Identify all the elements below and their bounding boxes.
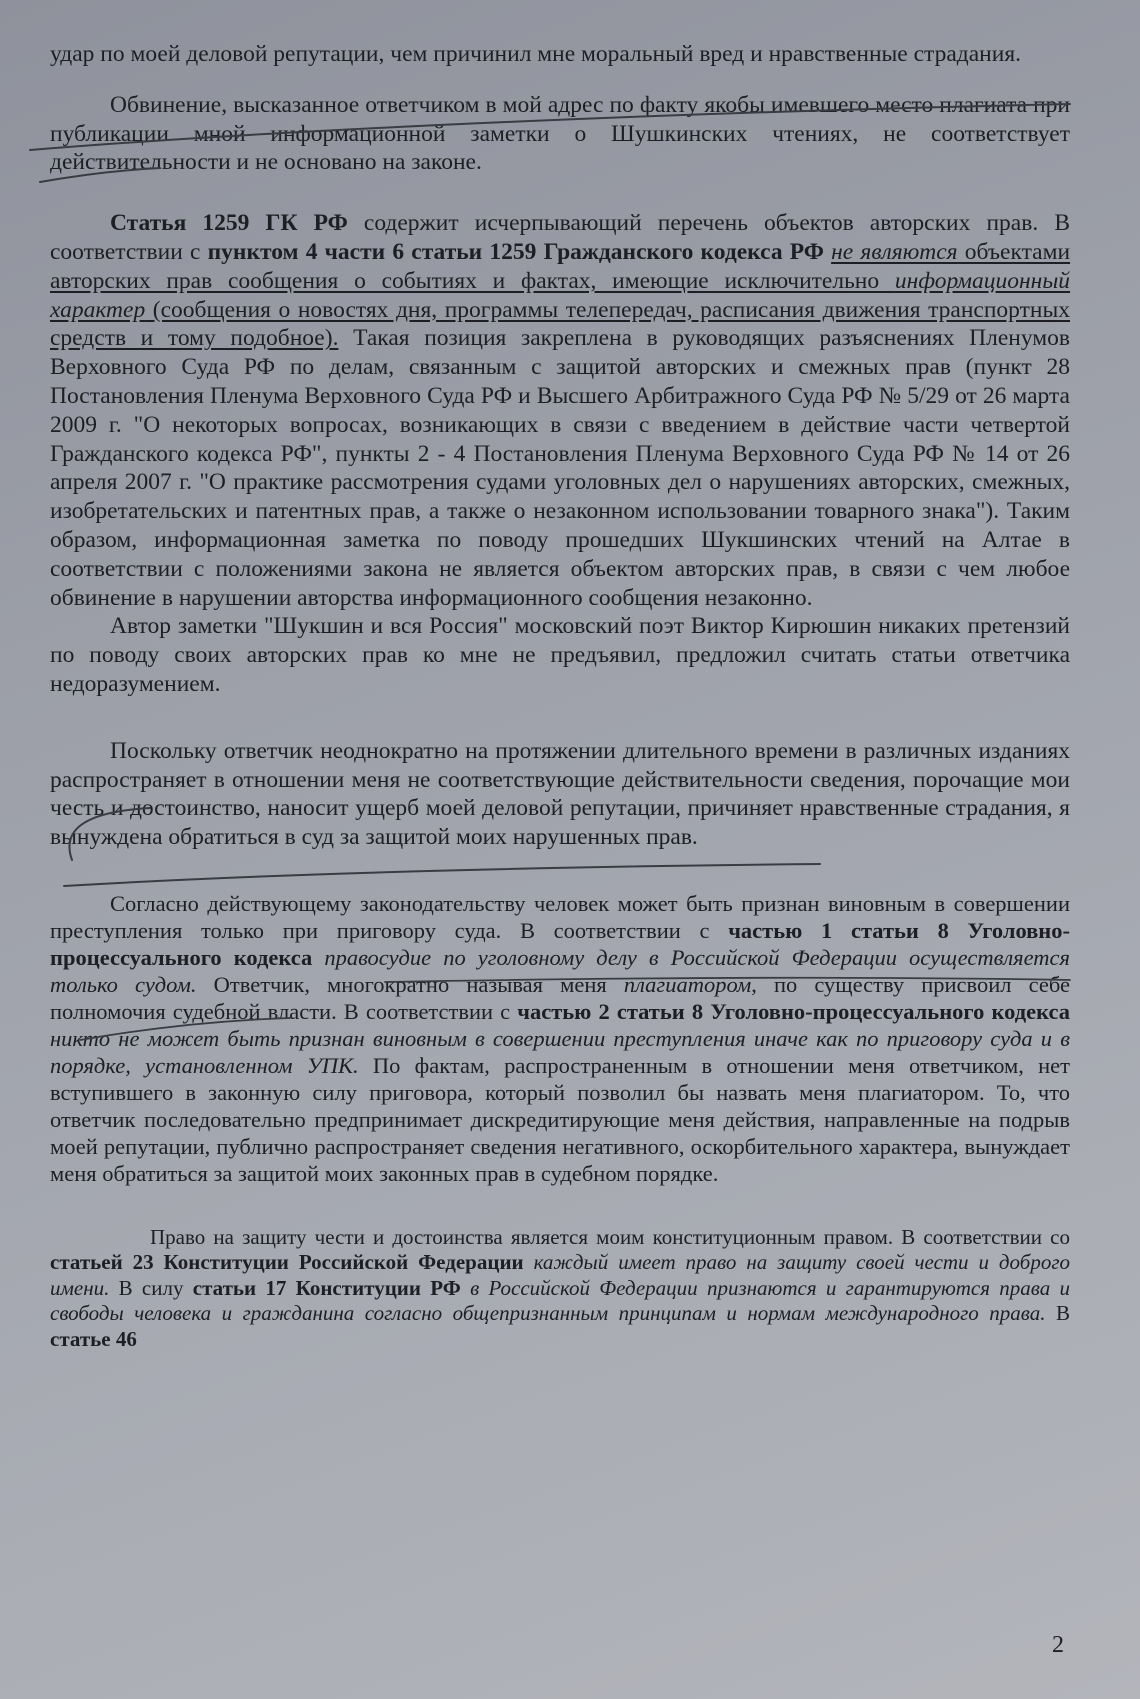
quote-text: никто не может быть признан виновным в совершении преступления иначе как по приговору суда и в порядке, установленном УПК. xyxy=(50,1025,1070,1078)
text-run xyxy=(524,1250,534,1274)
underlined-text: (сообщения о новостях дня, программы телепередач, расписания движения транспортных средств и тому подобное). xyxy=(50,296,1070,352)
quote-text: правосудие по уголовному делу в Российской Федерации осуществляется только судом. xyxy=(50,944,1070,997)
article-ref: частью 2 статьи 8 Уголовно-процессуального кодекса xyxy=(517,998,1070,1024)
article-ref: частью 1 статьи 8 Уголовно-процессуального кодекса xyxy=(50,917,1070,970)
quote-text: каждый имеет право на защиту своей чести и доброго имени. xyxy=(50,1250,1071,1300)
article-ref: Статья 1259 ГК РФ xyxy=(110,210,348,237)
quote-text: в Российской Федерации признаются и гарантируются права и свободы человека и гражданина согласно общепризнанным принципам и нормам международного права. xyxy=(50,1275,1071,1326)
article-ref: статье 46 xyxy=(50,1326,137,1351)
paragraph-criminal-code xyxy=(50,890,1070,1187)
text-run: В xyxy=(1045,1301,1070,1326)
article-ref: статьи 17 Конституции РФ xyxy=(192,1275,461,1300)
text-run: В силу xyxy=(109,1275,193,1300)
text-run: Ответчик, многократно называя меня xyxy=(196,971,624,997)
pen-underline-author xyxy=(64,864,820,886)
paragraph-author: Автор заметки "Шукшин и вся Россия" московский поэт Виктор Кирюшин никаких претензий по поводу своих авторских прав ко мне не предъявил, предложил считать статьи ответчика недоразумением. xyxy=(50,613,1070,697)
text-run: содержит исчерпывающий перечень объектов авторских прав. В соответствии с xyxy=(50,210,1070,265)
paragraph-defendant: Поскольку ответчик неоднократно на протяжении длительного времени в различных изданиях распространяет в отношении меня не соответствующие действительности сведения, порочащие мои честь и достоинство, наносит ущерб моей деловой репутации, причиняет нравственные страдания, я вынуждена обратиться в суд за защитой моих нарушенных прав. xyxy=(50,737,1070,851)
underlined-italic-text: не являются xyxy=(831,238,958,265)
text-run xyxy=(312,945,324,970)
paragraph-accusation: Обвинение, высказанное ответчиком в мой адрес по факту якобы имевшего место плагиата при публикации мной информационной заметки о Шушкинских чтениях, не соответствует действительности и не основано на законе. xyxy=(50,91,1070,176)
article-ref: статьей 23 Конституции Российской Федерации xyxy=(50,1250,524,1275)
article-ref: пунктом 4 части 6 статьи 1259 Гражданского кодекса РФ xyxy=(207,238,824,265)
underlined-text: объектами авторских прав сообщения о событиях и фактах, имеющие исключительно xyxy=(50,238,1071,294)
text-run: По фактам, распространенным в отношении меня ответчиком, нет вступившего в законную силу приговора, который позволил бы назвать меня плагиатором. То, что ответчик последовательно предпринимает дискредитирующие меня действия, направленные на подрыв моей репутации, публично распространяет сведения негативного, оскорбительного характера, вынуждает меня обратиться за защитой моих законных прав в судебном порядке. xyxy=(50,1052,1070,1186)
paragraph-damage: удар по моей деловой репутации, чем причинил мне моральный вред и нравственные страдания. xyxy=(50,41,1022,67)
text-run: , по существу присвоил себе полномочия судебной власти. В соответствии с xyxy=(50,971,1070,1024)
text-run: Согласно действующему законодательству человек может быть признан виновным в совершении преступления только при приговору суда. В соответствии с xyxy=(50,890,1070,943)
quote-text: плагиатором xyxy=(623,971,752,997)
paragraph-article-1259 xyxy=(50,209,1070,612)
paragraph-constitution xyxy=(50,1225,1070,1353)
underlined-italic-text: информационный характер xyxy=(50,267,1070,323)
text-run: Такая позиция закреплена в руководящих разъяснениях Пленумов Верховного Суда РФ по делам, связанным с защитой авторских и смежных прав (пункт 28 Постановления Пленума Верховного Суда РФ и Высшего Арбитражного Суда РФ № 5/29 от 26 марта 2009 г. "О некоторых вопросах, возникающих в связи с введением в действие части четвертой Гражданского кодекса РФ", пункты 2 - 4 Постановления Пленума Верховного Суда РФ № 14 от 26 апреля 2007 г. "О практике рассмотрения судами уголовных дел о нарушениях авторских, смежных, изобретательских и патентных прав, а также о незаконном использовании товарного знака"). Таким образом, информационная заметка по поводу прошедших Шукшинских чтений на Алтае в соответствии с положениями закона не является объектом авторских прав, в связи с чем любое обвинение в нарушении авторства информационного сообщения незаконно. xyxy=(50,325,1071,611)
text-run: Право на защиту чести и достоинства является моим конституционным правом. В соответствии со xyxy=(150,1224,1070,1249)
text-run xyxy=(461,1276,470,1300)
page-number: 2 xyxy=(1052,1632,1064,1658)
